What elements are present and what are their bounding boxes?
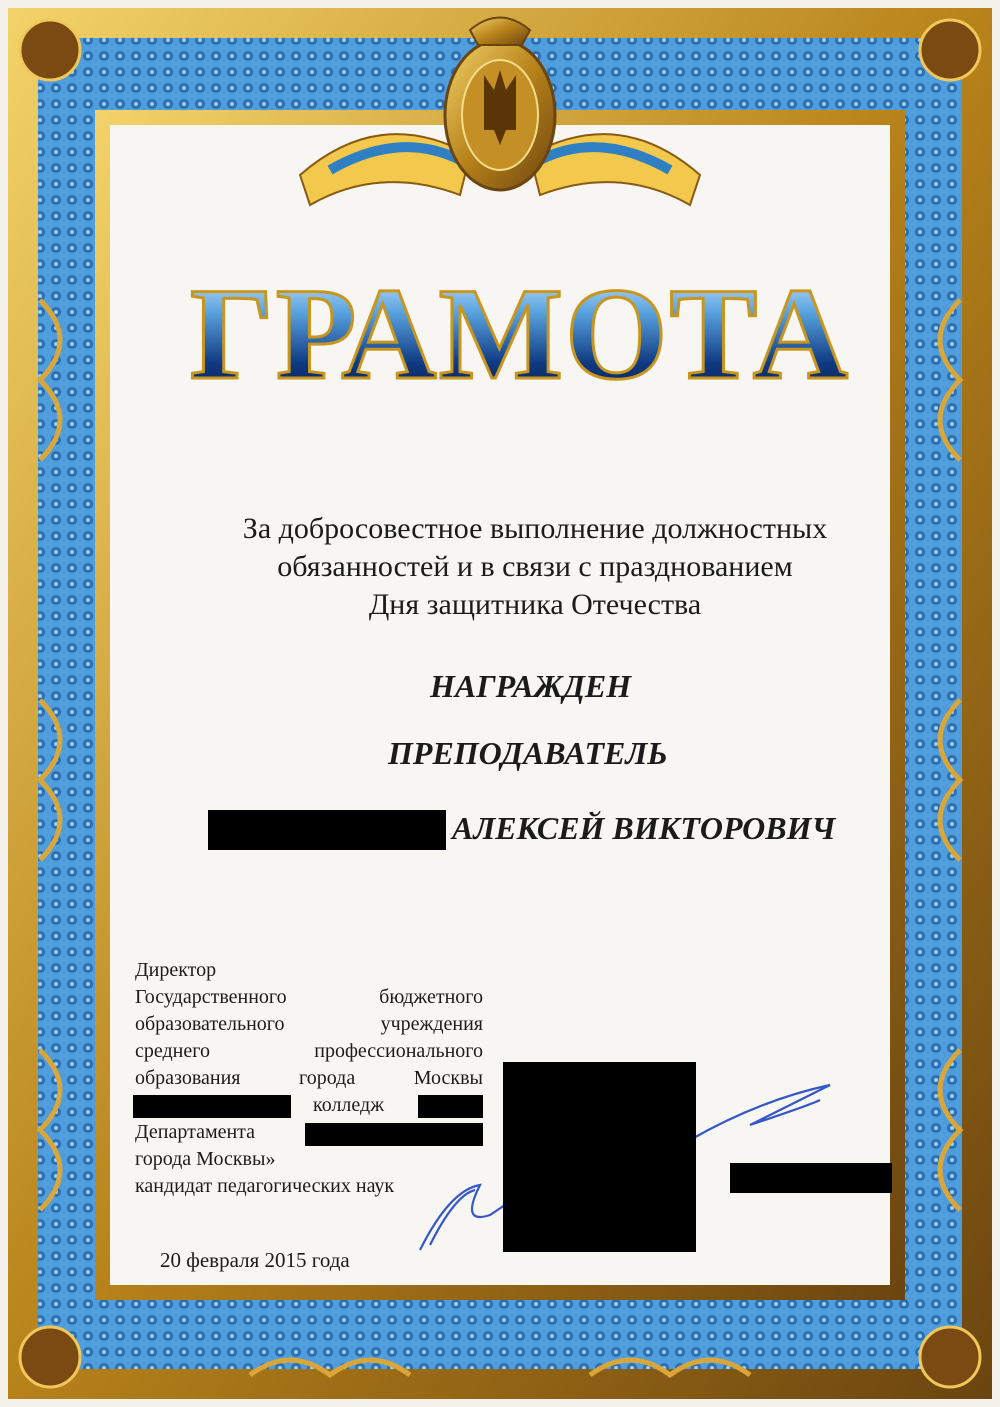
redacted-signatory-name [730, 1163, 892, 1193]
awarded-label: НАГРАЖДЕН [430, 668, 632, 704]
signatory-word: бюджетного [379, 986, 483, 1008]
signatory-word: Москвы [413, 1067, 483, 1089]
redacted-stamp [503, 1062, 696, 1252]
signatory-word: образовательного [135, 1013, 285, 1035]
redacted-surname [208, 810, 446, 850]
recipient-position: ПРЕПОДАВАТЕЛЬ [388, 735, 668, 771]
signatory-word: среднего [135, 1040, 210, 1062]
signatory-line-3 [135, 1011, 483, 1038]
redacted-college-name [133, 1095, 291, 1118]
signatory-word: образования [135, 1067, 241, 1089]
certificate-title-text: ГРАМОТА [190, 270, 850, 395]
reason-line-3: Дня защитника Отечества [368, 588, 702, 621]
signatory-block [135, 957, 483, 1200]
signatory-line-8: города Москвы» [135, 1148, 276, 1170]
signatory-line-6: колледж [313, 1094, 385, 1116]
signatory-word: города [299, 1067, 356, 1089]
award-reason [170, 510, 900, 624]
signatory-line-7: Департамента [135, 1121, 256, 1143]
signatory-line-4 [135, 1038, 483, 1065]
signatory-line-9: кандидат педагогических наук [135, 1175, 395, 1197]
signatory-word: Государственного [135, 986, 287, 1008]
signatory-line-5 [135, 1065, 483, 1092]
signatory-line-1: Директор [135, 959, 217, 981]
certificate-title [180, 270, 860, 395]
redacted-college-suffix [418, 1095, 483, 1118]
redacted-department [305, 1123, 483, 1146]
signatory-word: учреждения [380, 1013, 483, 1035]
reason-line-2: обязанностей и в связи с празднованием [277, 550, 793, 583]
signatory-word: профессионального [314, 1040, 483, 1062]
reason-line-1: За добросовестное выполнение должностных [242, 512, 828, 545]
signatory-line-2 [135, 984, 483, 1011]
issue-date: 20 февраля 2015 года [160, 1248, 350, 1272]
recipient-name: АЛЕКСЕЙ ВИКТОРОВИЧ [452, 810, 836, 846]
